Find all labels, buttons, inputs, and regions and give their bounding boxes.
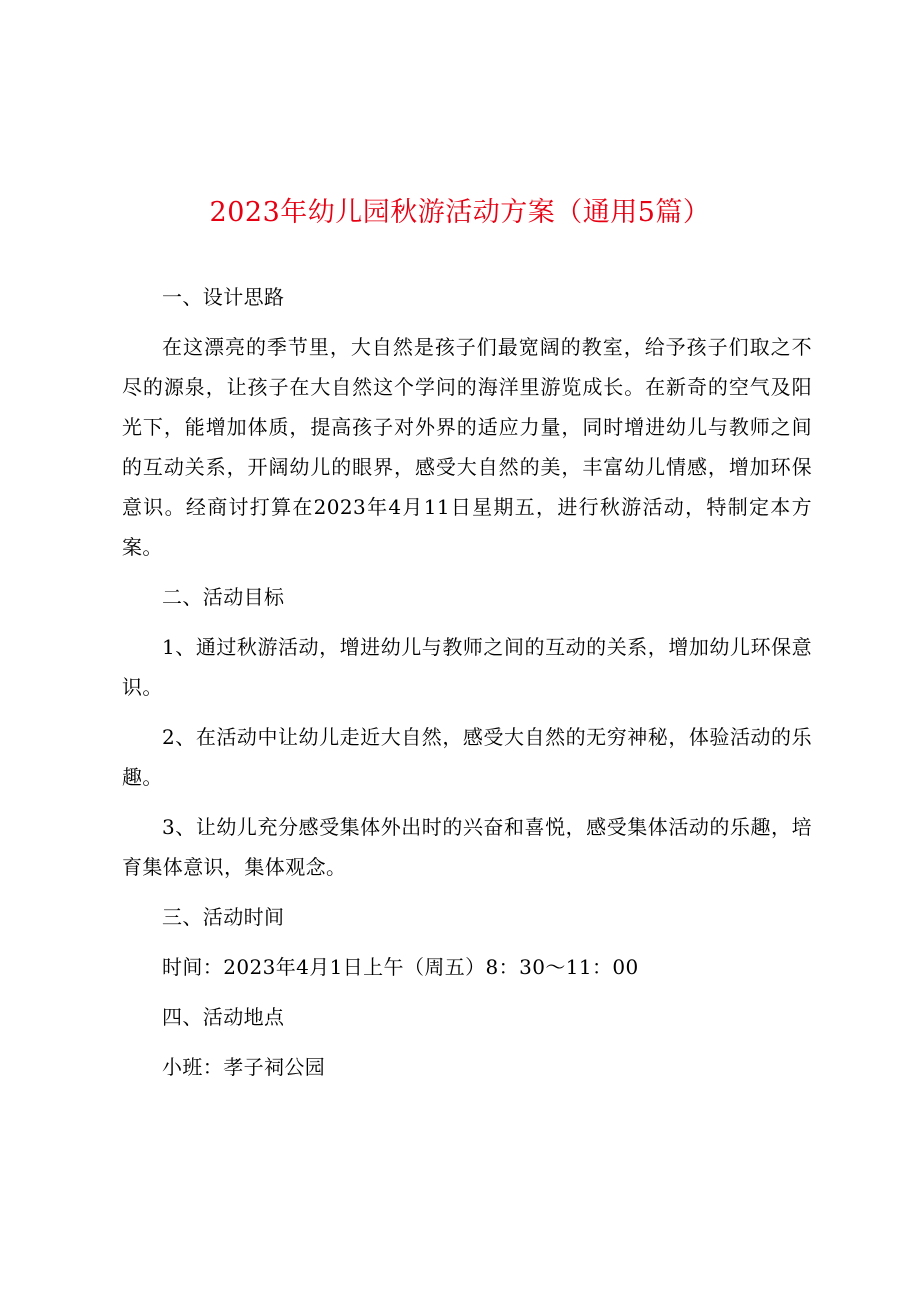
document-title: 2023年幼儿园秋游活动方案（通用5篇）: [209, 197, 711, 228]
paragraph-goal-2: 2、在活动中让幼儿走近大自然，感受大自然的无穷神秘，体验活动的乐趣。: [122, 725, 812, 789]
paragraph-time: 时间：2023年4月1日上午（周五）8：30～11：00: [162, 955, 639, 979]
paragraph-location: 小班：孝子祠公园: [162, 1055, 326, 1079]
section-heading-time: 三、活动时间: [162, 905, 285, 929]
section-heading-location: 四、活动地点: [162, 1005, 285, 1029]
section-heading-goals: 二、活动目标: [162, 585, 285, 609]
paragraph-goal-1: 1、通过秋游活动，增进幼儿与教师之间的互动的关系，增加幼儿环保意识。: [122, 635, 812, 699]
section-heading-design: 一、设计思路: [162, 285, 285, 309]
paragraph-goal-3: 3、让幼儿充分感受集体外出时的兴奋和喜悦，感受集体活动的乐趣，培育集体意识，集体观念。: [122, 815, 812, 879]
document-body: [122, 277, 812, 1087]
paragraph-design: 在这漂亮的季节里，大自然是孩子们最宽阔的教室，给予孩子们取之不尽的源泉，让孩子在大自然这个学问的海洋里游览成长。在新奇的空气及阳光下，能增加体质，提高孩子对外界的适应力量，同时增进幼儿与教师之间的互动关系，开阔幼儿的眼界，感受大自然的美，丰富幼儿情感，增加环保意识。经商讨打算在2023年4月11日星期五，进行秋游活动，特制定本方案。: [122, 335, 812, 559]
